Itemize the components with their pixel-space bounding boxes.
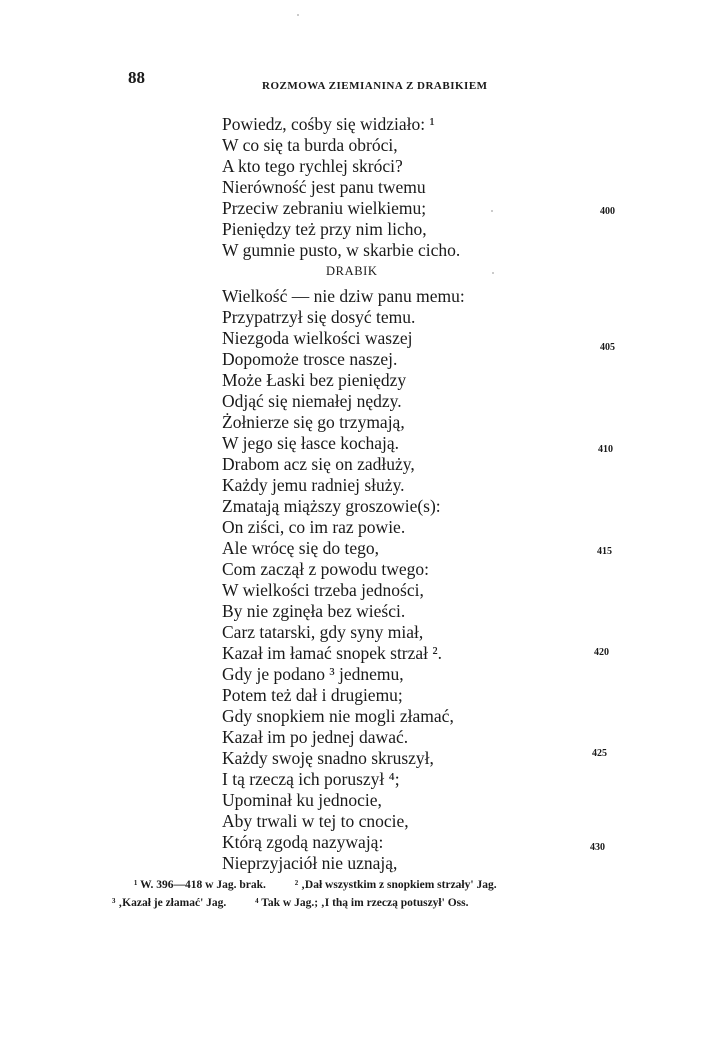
footnote-4: ⁴ Tak w Jag.; ‚I thą im rzeczą potuszył' Oss. (255, 897, 469, 909)
line-number: 400 (600, 206, 615, 217)
verse-line: Carz tatarski, gdy syny miał, (222, 622, 424, 642)
paper-speck (491, 210, 493, 212)
verse-line: Zmatają miąższy groszowie(s): (222, 496, 441, 516)
verse-line: Upominał ku jednocie, (222, 790, 382, 810)
verse-line: Każdy jemu radniej służy. (222, 475, 405, 495)
verse-line: Kazał im po jednej dawać. (222, 727, 409, 747)
verse-line: Drabom acz się on zadłuży, (222, 454, 415, 474)
verse-line: Nierówność jest panu twemu (222, 177, 426, 197)
page-number: 88 (128, 68, 145, 87)
stanza-1 (222, 114, 522, 261)
verse-line: Przypatrzył się dosyć temu. (222, 307, 416, 327)
verse-line: Gdy je podano ³ jednemu, (222, 664, 404, 684)
verse-line: Dopomoże trosce naszej. (222, 349, 398, 369)
verse-line: I tą rzeczą ich poruszył ⁴; (222, 769, 400, 789)
verse-line: Wielkość — nie dziw panu memu: (222, 286, 465, 306)
line-number: 420 (594, 647, 609, 658)
verse-line: Żołnierze się go trzymają, (222, 412, 405, 432)
footnote-2: ² ‚Dał wszystkim z snopkiem strzały' Jag. (294, 879, 497, 891)
verse-line: Każdy swoję snadno skruszył, (222, 748, 434, 768)
paper-speck (297, 14, 299, 16)
verse-line: W wielkości trzeba jedności, (222, 580, 424, 600)
stanza-2 (222, 286, 522, 874)
line-number: 410 (598, 444, 613, 455)
verse-line: Może Łaski bez pieniędzy (222, 370, 407, 390)
verse-line: Pieniędzy też przy nim licho, (222, 219, 427, 239)
line-number: 425 (592, 748, 607, 759)
verse-line: Com zaczął z powodu twego: (222, 559, 430, 579)
verse-line: Kazał im łamać snopek strzał ². (222, 643, 443, 663)
running-title: ROZMOWA ZIEMIANINA Z DRABIKIEM (262, 80, 488, 92)
speaker-heading: DRABIK (326, 264, 378, 278)
line-number: 415 (597, 546, 612, 557)
verse-line: W co się ta burda obróci, (222, 135, 398, 155)
verse-line: Odjąć się niemałej nędzy. (222, 391, 402, 411)
verse-line: W gumnie pusto, w skarbie cicho. (222, 240, 461, 260)
footnote-3: ³ ‚Kazał je złamać' Jag. (112, 897, 227, 909)
line-number: 430 (590, 842, 605, 853)
paper-speck (492, 272, 494, 274)
verse-line: Niezgoda wielkości waszej (222, 328, 413, 348)
verse-line: Aby trwali w tej to cnocie, (222, 811, 409, 831)
verse-line: On ziści, co im raz powie. (222, 517, 406, 537)
verse-line: Potem też dał i drugiemu; (222, 685, 403, 705)
line-number: 405 (600, 342, 615, 353)
verse-line: A kto tego rychlej skróci? (222, 156, 403, 176)
verse-line: Powiedz, cośby się widziało: ¹ (222, 114, 435, 134)
verse-line: Nieprzyjaciół nie uznają, (222, 853, 398, 873)
verse-line: Którą zgodą nazywają: (222, 832, 384, 852)
footnotes (112, 876, 612, 912)
verse-line: Ale wrócę się do tego, (222, 538, 379, 558)
verse-line: By nie zginęła bez wieści. (222, 601, 406, 621)
verse-line: W jego się łasce kochają. (222, 433, 400, 453)
footnote-1: ¹ W. 396—418 w Jag. brak. (134, 879, 266, 891)
verse-line: Gdy snopkiem nie mogli złamać, (222, 706, 454, 726)
verse-line: Przeciw zebraniu wielkiemu; (222, 198, 427, 218)
